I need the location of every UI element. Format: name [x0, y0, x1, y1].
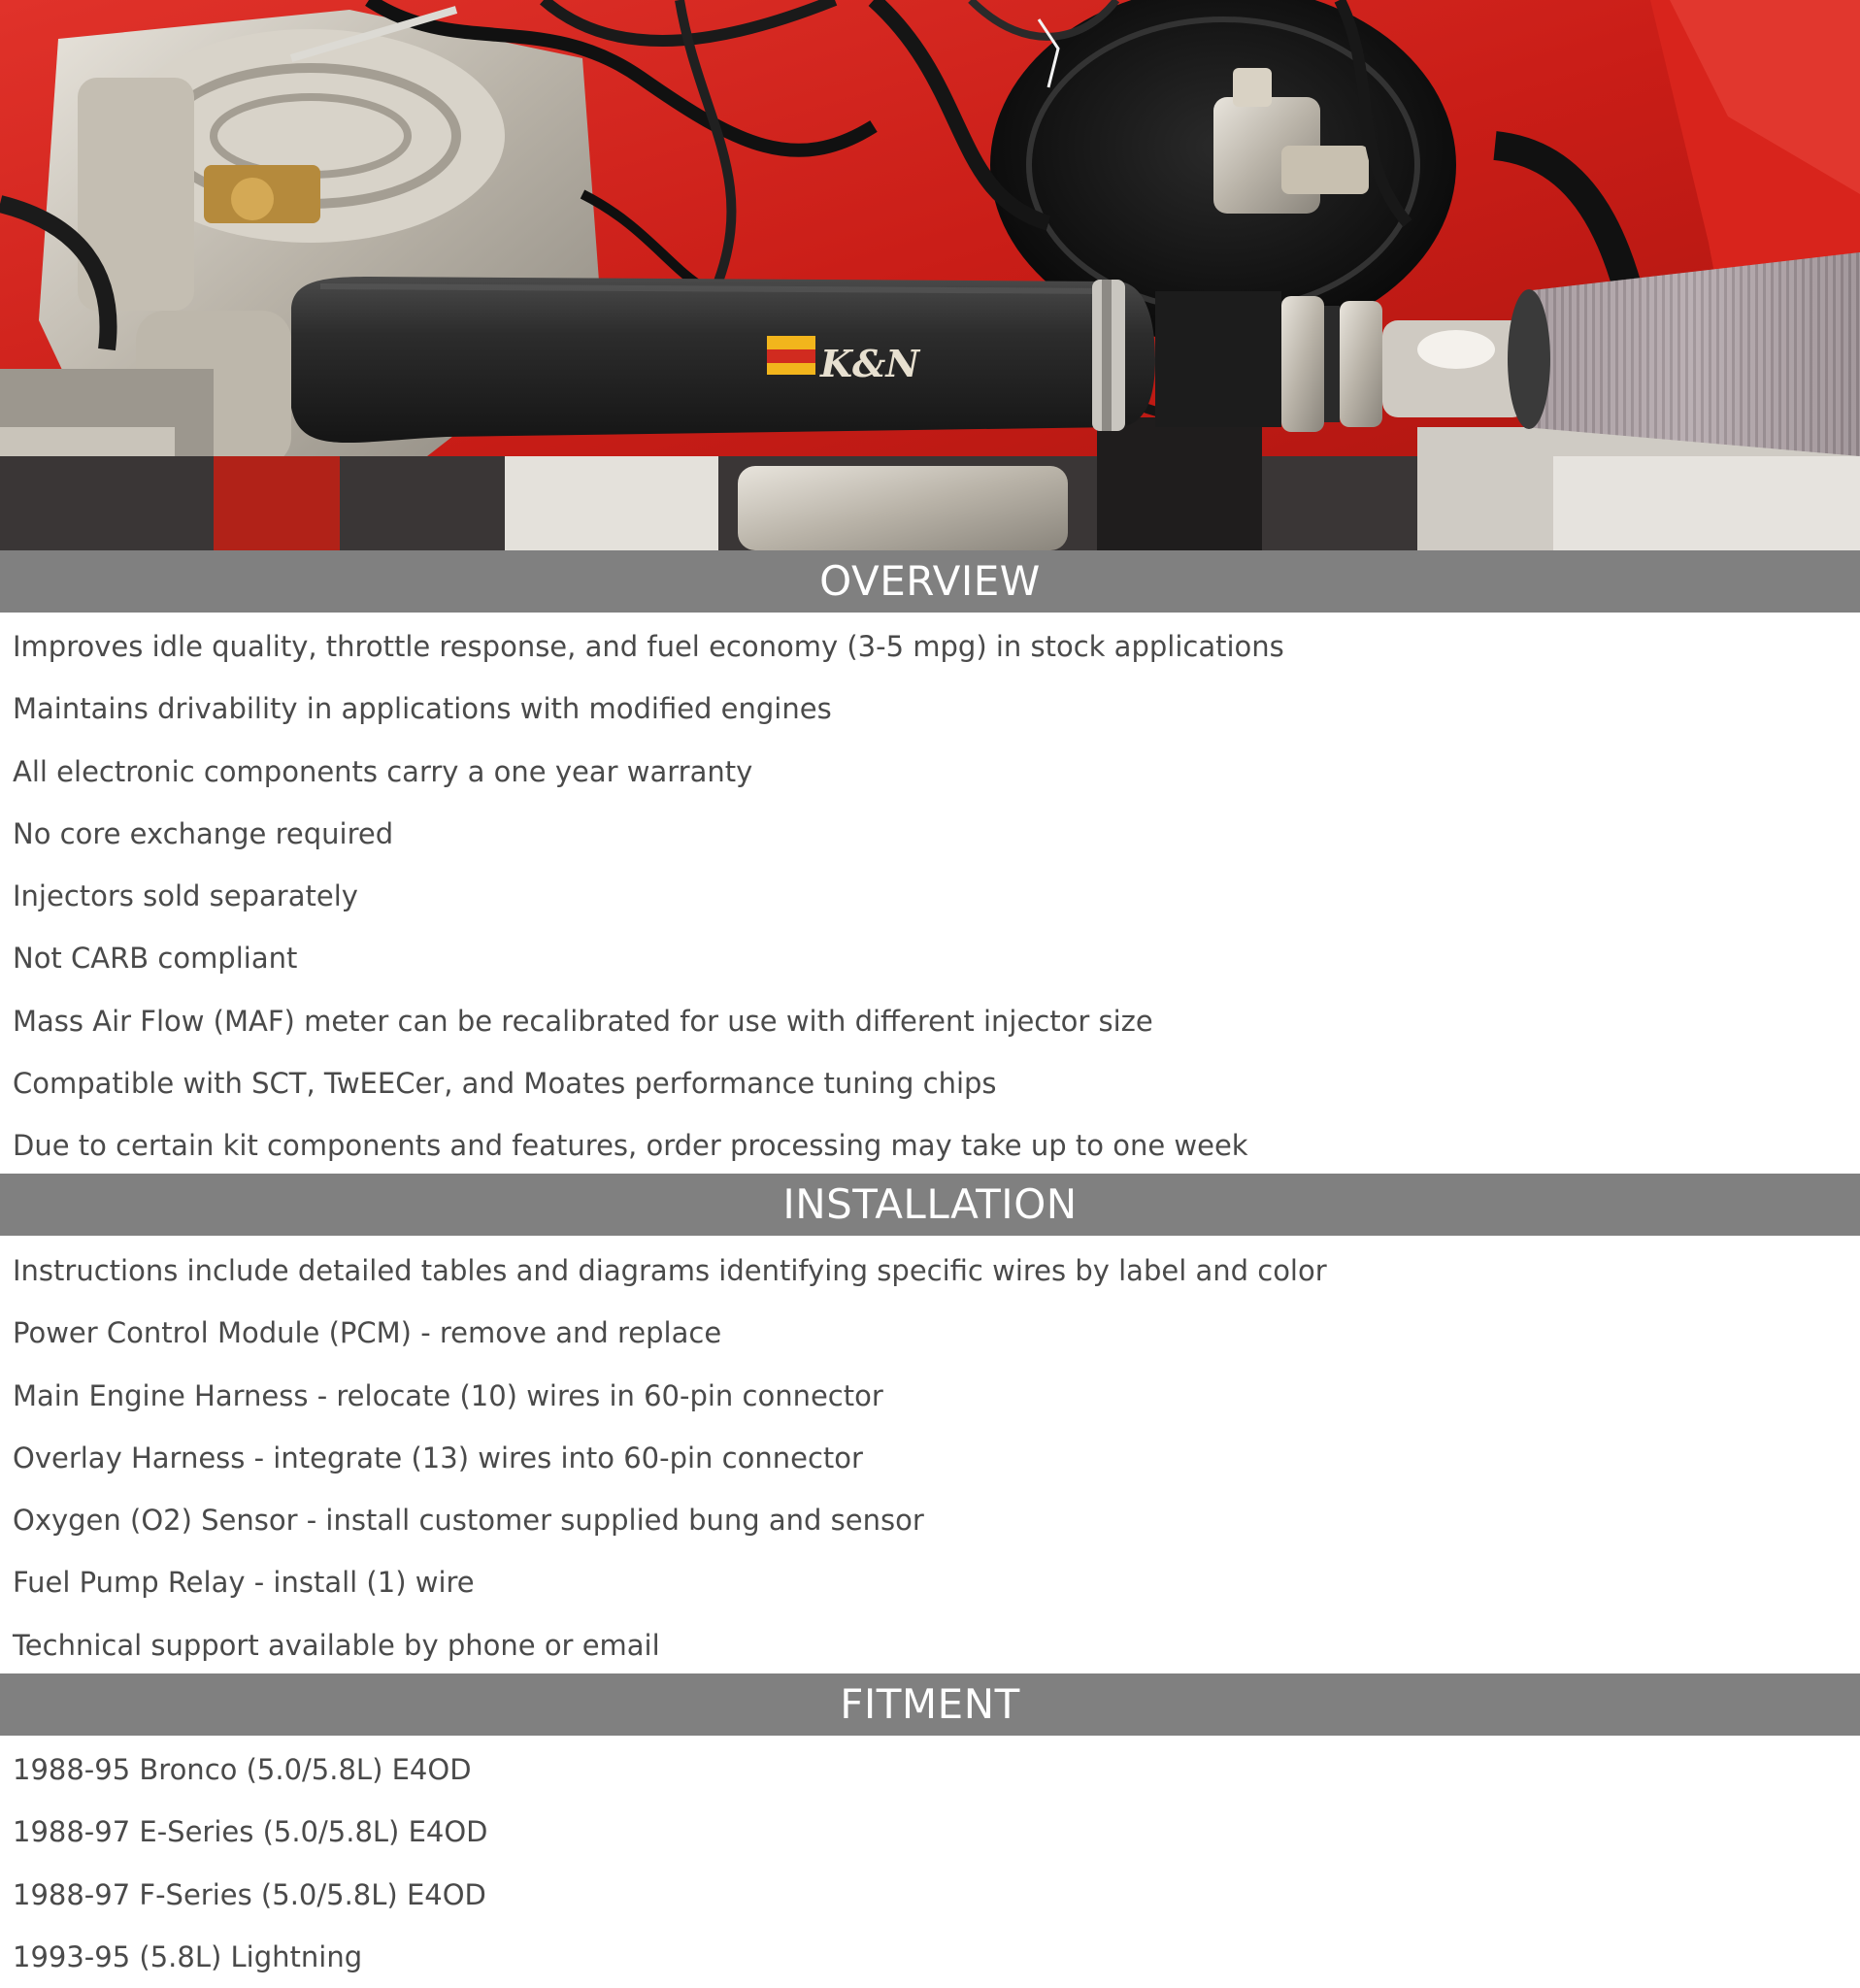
fitment-header: FITMENT [0, 1673, 1860, 1736]
installation-item: Overlay Harness - integrate (13) wires into 60-pin connector [13, 1441, 863, 1474]
installation-item: Technical support available by phone or email [13, 1628, 660, 1662]
engine-bay-illustration [0, 0, 1860, 550]
installation-list [0, 1240, 1860, 1676]
installation-item: Oxygen (O2) Sensor - install customer supplied bung and sensor [13, 1504, 924, 1538]
overview-item: Not CARB compliant [13, 942, 298, 976]
overview-item: All electronic components carry a one year warranty [13, 754, 753, 788]
fitment-item: 1988-97 F-Series (5.0/5.8L) E4OD [13, 1877, 486, 1911]
overview-item: Mass Air Flow (MAF) meter can be recalibrated for use with different injector size [13, 1004, 1153, 1038]
overview-item: No core exchange required [13, 816, 394, 850]
overview-list [0, 615, 1860, 1177]
overview-item: Due to certain kit components and features, order processing may take up to one week [13, 1129, 1248, 1163]
installation-item: Instructions include detailed tables and diagrams identifying specific wires by label and color [13, 1254, 1327, 1287]
fitment-list [0, 1739, 1860, 1988]
fitment-item: 1988-97 E-Series (5.0/5.8L) E4OD [13, 1815, 488, 1849]
installation-item: Power Control Module (PCM) - remove and replace [13, 1316, 722, 1350]
engine-bay-photo [0, 0, 1860, 550]
overview-item: Improves idle quality, throttle response, and fuel economy (3-5 mpg) in stock applications [13, 630, 1284, 663]
fitment-item: 1993-95 (5.8L) Lightning [13, 1939, 363, 1973]
overview-item: Maintains drivability in applications with modified engines [13, 692, 832, 726]
installation-header: INSTALLATION [0, 1174, 1860, 1236]
overview-item: Compatible with SCT, TwEECer, and Moates performance tuning chips [13, 1067, 997, 1101]
fitment-item: 1988-95 Bronco (5.0/5.8L) E4OD [13, 1753, 472, 1786]
overview-header: OVERVIEW [0, 550, 1860, 613]
installation-item: Main Engine Harness - relocate (10) wires in 60-pin connector [13, 1378, 883, 1412]
kn-badge-text: K&N [820, 342, 920, 385]
installation-item: Fuel Pump Relay - install (1) wire [13, 1566, 475, 1600]
overview-item: Injectors sold separately [13, 879, 358, 913]
